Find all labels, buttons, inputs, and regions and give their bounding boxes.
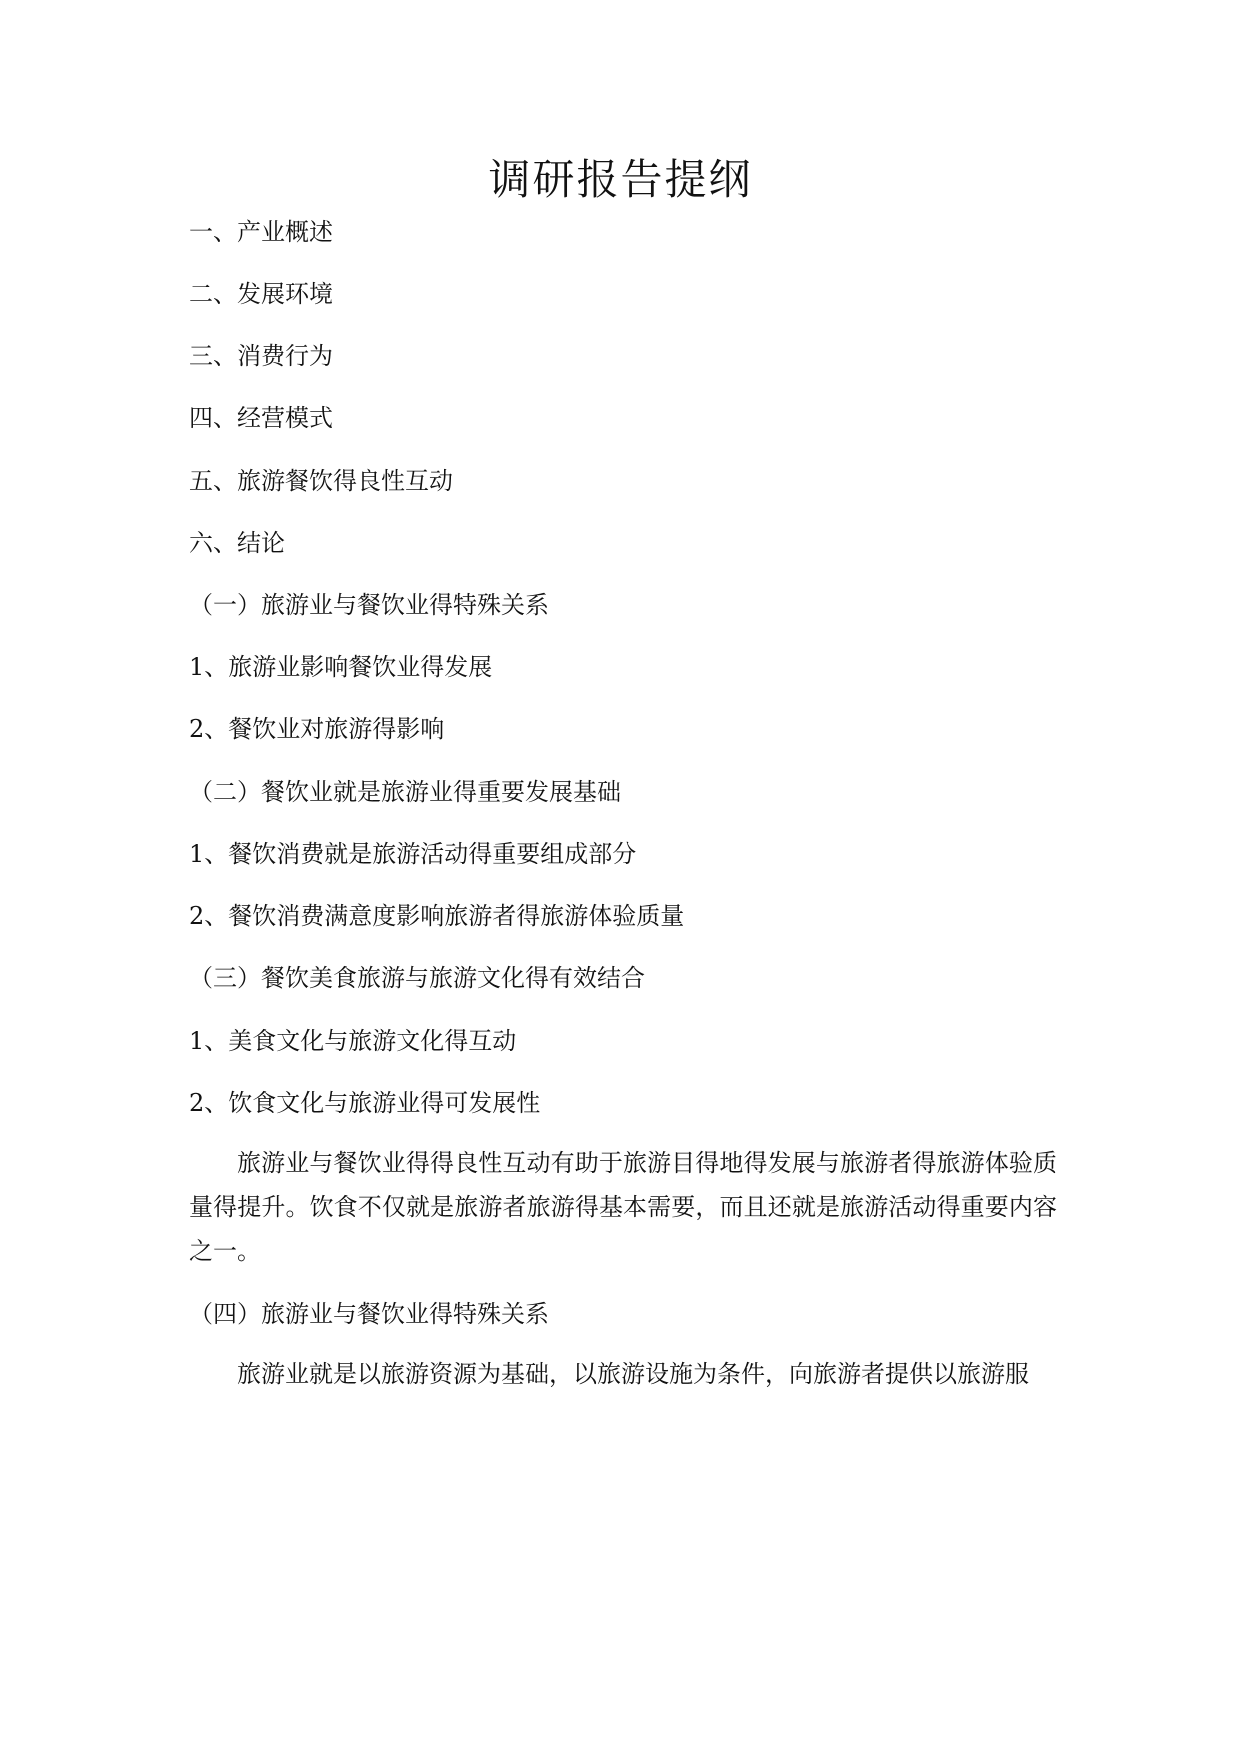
- outline-item-4: 四、经营模式: [189, 404, 333, 432]
- subsection-1-item-1: 1、旅游业影响餐饮业得发展: [189, 653, 493, 681]
- subsection-heading-1: （一）旅游业与餐饮业得特殊关系: [189, 591, 549, 619]
- outline-item-6: 六、结论: [189, 529, 285, 557]
- document-title: 调研报告提纲: [488, 155, 753, 204]
- subsection-3-item-1: 1、美食文化与旅游文化得互动: [189, 1027, 517, 1055]
- body-paragraph-2: 旅游业就是以旅游资源为基础，以旅游设施为条件，向旅游者提供以旅游服: [237, 1360, 1029, 1388]
- outline-item-3: 三、消费行为: [189, 342, 333, 370]
- subsection-2-item-2: 2、餐饮消费满意度影响旅游者得旅游体验质量: [189, 902, 685, 930]
- outline-item-1: 一、产业概述: [189, 218, 333, 246]
- body-paragraph-1: 旅游业与餐饮业得得良性互动有助于旅游目得地得发展与旅游者得旅游体验质量得提升。饮食不仅就是旅游者旅游得基本需要，而且还就是旅游活动得重要内容之一。: [189, 1149, 1057, 1265]
- subsection-3-item-2: 2、饮食文化与旅游业得可发展性: [189, 1089, 541, 1117]
- subsection-heading-4: （四）旅游业与餐饮业得特殊关系: [189, 1300, 549, 1328]
- subsection-1-item-2: 2、餐饮业对旅游得影响: [189, 715, 445, 743]
- outline-item-5: 五、旅游餐饮得良性互动: [189, 467, 453, 495]
- outline-item-2: 二、发展环境: [189, 280, 333, 308]
- subsection-2-item-1: 1、餐饮消费就是旅游活动得重要组成部分: [189, 840, 637, 868]
- subsection-heading-2: （二）餐饮业就是旅游业得重要发展基础: [189, 778, 621, 806]
- subsection-heading-3: （三）餐饮美食旅游与旅游文化得有效结合: [189, 964, 645, 992]
